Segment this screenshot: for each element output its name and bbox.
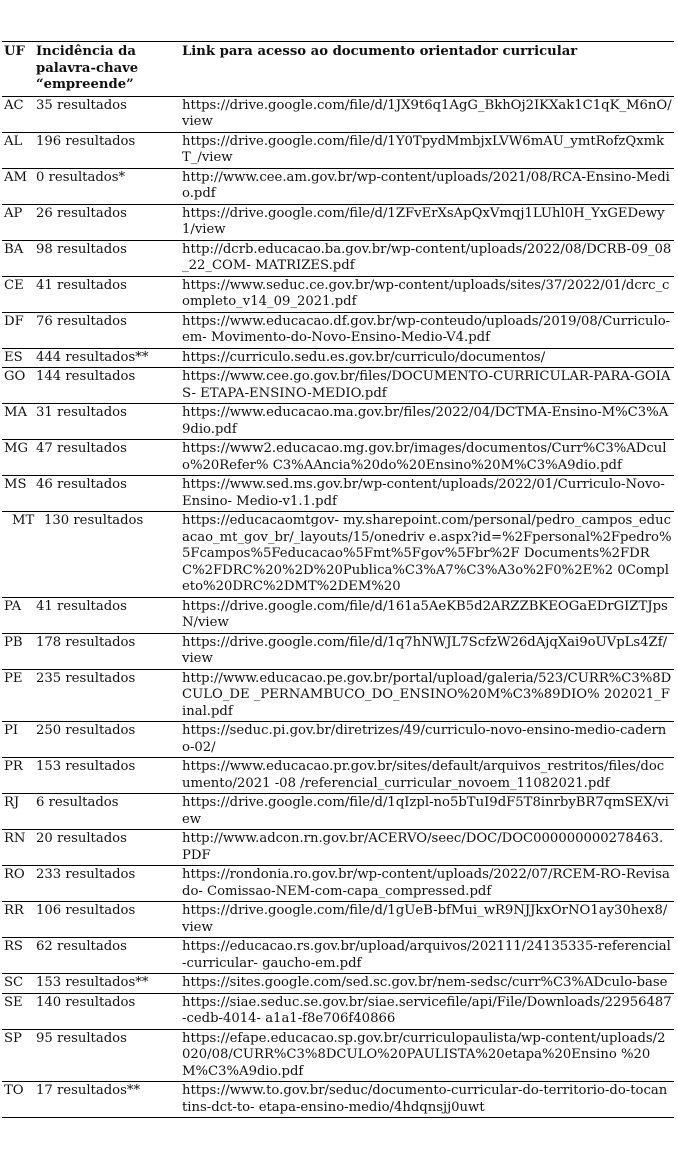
table-row [2,348,674,368]
incidence-cell: 95 resultados [34,1029,180,1082]
incidence-cell: 31 resultados [34,404,180,440]
state-code-cell: RS [2,938,34,974]
state-code-cell: DF [2,312,34,348]
state-code-cell: MA [2,404,34,440]
incidence-cell: 76 resultados [34,312,180,348]
state-code-cell: RO [2,866,34,902]
document-link[interactable]: http://www.adcon.rn.gov.br/ACERVO/seec/DOC/DOC000000000278463.PDF [180,830,674,866]
incidence-cell: 144 resultados [34,368,180,404]
table-row [2,132,674,168]
state-code-cell: RJ [2,794,34,830]
document-link[interactable]: https://www.seduc.ce.gov.br/wp-content/uploads/sites/37/2022/01/dcrc_completo_v14_09_2021.pdf [180,276,674,312]
document-link[interactable]: https://siae.seduc.se.gov.br/siae.servicefile/api/File/Downloads/22956487-cedb-4014- a1a1-f8e706f40866 [180,993,674,1029]
table-row [2,168,674,204]
incidence-cell: 106 resultados [34,902,180,938]
table-row [2,440,674,476]
table-row [2,96,674,132]
table-row [2,597,674,633]
state-code-cell: CE [2,276,34,312]
table-row [2,476,674,512]
table-row [2,512,674,598]
document-link[interactable]: https://www.educacao.df.gov.br/wp-conteudo/uploads/2019/08/Curriculo-em- Movimento-do-Novo-Ensino-Medio-V4.pdf [180,312,674,348]
state-code-cell: SC [2,974,34,994]
table-row [2,1029,674,1082]
table-row [2,722,674,758]
state-code-cell: AM [2,168,34,204]
incidence-cell: 140 resultados [34,993,180,1029]
incidence-cell: 235 resultados [34,669,180,722]
incidence-cell: 46 resultados [34,476,180,512]
document-link[interactable]: https://sites.google.com/sed.sc.gov.br/nem-sedsc/curr%C3%ADculo-base [180,974,674,994]
incidence-cell: 153 resultados [34,758,180,794]
state-code-cell: MG [2,440,34,476]
curriculum-documents-table [2,41,674,1118]
table-row [2,240,674,276]
incidence-cell: 178 resultados [34,633,180,669]
table-row [2,938,674,974]
state-code-cell: AL [2,132,34,168]
header-incidence: Incidência da palavra-chave “empreende” [34,42,180,97]
state-code-cell: TO [2,1082,34,1118]
document-link[interactable]: https://www.to.gov.br/seduc/documento-curricular-do-territorio-do-tocantins-dct-to- etapa-ensino-medio/4hdqnsjj0uwt [180,1082,674,1118]
document-link[interactable]: https://www.educacao.ma.gov.br/files/2022/04/DCTMA-Ensino-M%C3%A9dio.pdf [180,404,674,440]
table-row [2,204,674,240]
table-row [2,669,674,722]
state-code-cell: PE [2,669,34,722]
table-header [2,42,674,97]
incidence-cell: 153 resultados** [34,974,180,994]
state-code-cell: PB [2,633,34,669]
state-code-cell: RN [2,830,34,866]
header-row [2,42,674,97]
table-row [2,633,674,669]
incidence-cell: 17 resultados** [34,1082,180,1118]
header-link: Link para acesso ao documento orientador curricular [180,42,674,97]
document-link[interactable]: http://dcrb.educacao.ba.gov.br/wp-content/uploads/2022/08/DCRB-09_08_22_COM- MATRIZES.pdf [180,240,674,276]
table-row [2,276,674,312]
document-link[interactable]: https://curriculo.sedu.es.gov.br/curriculo/documentos/ [180,348,674,368]
incidence-cell: 233 resultados [34,866,180,902]
state-code-cell: SP [2,1029,34,1082]
incidence-cell: 41 resultados [34,276,180,312]
document-link[interactable]: https://rondonia.ro.gov.br/wp-content/uploads/2022/07/RCEM-RO-Revisado- Comissao-NEM-com-capa_compressed.pdf [180,866,674,902]
table-body [2,96,674,1118]
table-row [2,902,674,938]
table-row [2,758,674,794]
state-code-cell: MS [2,476,34,512]
incidence-cell: 47 resultados [34,440,180,476]
document-link[interactable]: http://www.cee.am.gov.br/wp-content/uploads/2021/08/RCA-Ensino-Medio.pdf [180,168,674,204]
incidence-cell: 20 resultados [34,830,180,866]
state-code-cell: ES [2,348,34,368]
state-code-cell: MT [2,512,34,598]
incidence-cell: 444 resultados** [34,348,180,368]
state-code-cell: AC [2,96,34,132]
document-link[interactable]: http://www.educacao.pe.gov.br/portal/upload/galeria/523/CURR%C3%8DCULO_DE _PERNAMBUCO_DO_ENSINO%20M%C3%89DIO% 202021_Final.pdf [180,669,674,722]
document-link[interactable]: https://educacao.rs.gov.br/upload/arquivos/202111/24135335-referencial-curricular- gaucho-em.pdf [180,938,674,974]
document-link[interactable]: https://www2.educacao.mg.gov.br/images/documentos/Curr%C3%ADculo%20Refer% C3%AAncia%20do%20Ensino%20M%C3%A9dio.pdf [180,440,674,476]
table-row [2,974,674,994]
incidence-cell: 6 resultados [34,794,180,830]
state-code-cell: BA [2,240,34,276]
document-link[interactable]: https://drive.google.com/file/d/1qIzpl-no5bTuI9dF5T8inrbyBR7qmSEX/view [180,794,674,830]
state-code-cell: PA [2,597,34,633]
document-link[interactable]: https://drive.google.com/file/d/1JX9t6q1AgG_BkhOj2IKXak1C1qK_M6nO/view [180,96,674,132]
document-link[interactable]: https://www.cee.go.gov.br/files/DOCUMENTO-CURRICULAR-PARA-GOIAS- ETAPA-ENSINO-MEDIO.pdf [180,368,674,404]
curriculum-documents-table-container [2,41,674,1118]
table-row [2,404,674,440]
state-code-cell: SE [2,993,34,1029]
incidence-cell: 0 resultados* [34,168,180,204]
document-link[interactable]: https://drive.google.com/file/d/1ZFvErXsApQxVmqj1LUhl0H_YxGEDewy1/view [180,204,674,240]
document-link[interactable]: https://drive.google.com/file/d/161a5AeKB5d2ARZZBKEOGaEDrGIZTJpsN/view [180,597,674,633]
document-link[interactable]: https://efape.educacao.sp.gov.br/curriculopaulista/wp-content/uploads/2020/08/CURR%C3%8DCULO%20PAULISTA%20etapa%20Ensino %20M%C3%A9dio.pdf [180,1029,674,1082]
table-row [2,368,674,404]
document-link[interactable]: https://www.educacao.pr.gov.br/sites/default/arquivos_restritos/files/documento/2021 -08 /referencial_curricular_novoem_11082021.pdf [180,758,674,794]
document-link[interactable]: https://seduc.pi.gov.br/diretrizes/49/curriculo-novo-ensino-medio-caderno-02/ [180,722,674,758]
state-code-cell: AP [2,204,34,240]
table-row [2,830,674,866]
document-link[interactable]: https://educacaomtgov- my.sharepoint.com/personal/pedro_campos_educacao_mt_gov_br/_layouts/15/onedriv e.aspx?id=%2Fpersonal%2Fpedro%5Fcampos%5Feducacao%5Fmt%5Fgov%5Fbr%2F Documents%2FDRC%2FDRC%20%2D%20Publica%C3%A7%C3%A3o%2F0%2E%2 0Completo%20DRC%2DMT%2DEM%20 [180,512,674,598]
document-link[interactable]: https://drive.google.com/file/d/1gUeB-bfMui_wR9NJJkxOrNO1ay30hex8/view [180,902,674,938]
state-code-cell: GO [2,368,34,404]
incidence-cell: 196 resultados [34,132,180,168]
incidence-cell: 26 resultados [34,204,180,240]
incidence-cell: 98 resultados [34,240,180,276]
document-link[interactable]: https://drive.google.com/file/d/1q7hNWJL7ScfzW26dAjqXai9oUVpLs4Zf/view [180,633,674,669]
table-row [2,866,674,902]
incidence-cell: 62 resultados [34,938,180,974]
table-row [2,993,674,1029]
header-uf: UF [2,42,34,97]
table-row [2,794,674,830]
document-link[interactable]: https://www.sed.ms.gov.br/wp-content/uploads/2022/01/Curriculo-Novo-Ensino- Medio-v1.1.pdf [180,476,674,512]
incidence-cell: 250 resultados [34,722,180,758]
state-code-cell: PR [2,758,34,794]
table-row [2,312,674,348]
state-code-cell: PI [2,722,34,758]
table-row [2,1082,674,1118]
document-link[interactable]: https://drive.google.com/file/d/1Y0TpydMmbjxLVW6mAU_ymtRofzQxmkT_/view [180,132,674,168]
incidence-cell: 130 resultados [34,512,180,598]
incidence-cell: 41 resultados [34,597,180,633]
state-code-cell: RR [2,902,34,938]
incidence-cell: 35 resultados [34,96,180,132]
